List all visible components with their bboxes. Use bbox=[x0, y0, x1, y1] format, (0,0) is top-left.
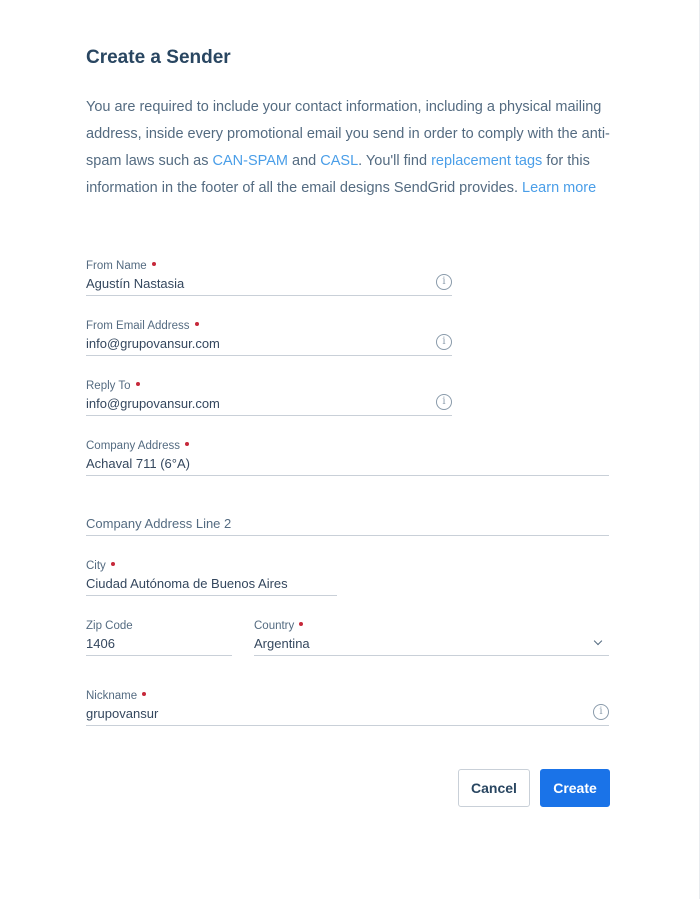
info-icon[interactable]: i bbox=[436, 334, 452, 350]
from-email-label-text: From Email Address bbox=[86, 320, 190, 332]
company-address-label bbox=[86, 440, 189, 452]
company-address-input[interactable] bbox=[86, 452, 609, 476]
required-indicator bbox=[195, 322, 199, 326]
description-text-4: for this information in the footer of all the email designs SendGrid provides. bbox=[86, 153, 590, 196]
from-email-label bbox=[86, 320, 199, 332]
zip-code-label: Zip Code bbox=[86, 620, 133, 632]
zip-code-input[interactable] bbox=[86, 632, 232, 656]
required-indicator bbox=[142, 692, 146, 696]
from-name-input[interactable] bbox=[86, 272, 452, 296]
reply-to-label-text: Reply To bbox=[86, 380, 131, 392]
required-indicator bbox=[152, 262, 156, 266]
cancel-button[interactable]: Cancel bbox=[458, 769, 530, 807]
required-indicator bbox=[136, 382, 140, 386]
nickname-label-text: Nickname bbox=[86, 690, 138, 702]
description-text-1: You are required to include your contact information, including a physical mailing address, inside every promotional email you send in order to comply with the anti-spam laws such as bbox=[86, 99, 610, 169]
description-text-2: and bbox=[288, 153, 321, 169]
nickname-label bbox=[86, 690, 146, 702]
required-indicator bbox=[299, 622, 303, 626]
description bbox=[86, 94, 610, 202]
from-email-input[interactable] bbox=[86, 332, 452, 356]
reply-to-input[interactable] bbox=[86, 392, 452, 416]
info-icon[interactable]: i bbox=[436, 394, 452, 410]
city-input[interactable] bbox=[86, 572, 337, 596]
from-name-label-text: From Name bbox=[86, 260, 147, 272]
create-button[interactable]: Create bbox=[540, 769, 610, 807]
required-indicator bbox=[185, 442, 189, 446]
info-icon[interactable]: i bbox=[436, 274, 452, 290]
nickname-input[interactable] bbox=[86, 702, 609, 726]
info-icon[interactable]: i bbox=[593, 704, 609, 720]
replacement-tags-link[interactable]: replacement tags bbox=[431, 153, 543, 169]
required-indicator bbox=[111, 562, 115, 566]
country-label bbox=[254, 620, 303, 632]
create-sender-modal bbox=[86, 0, 610, 899]
casl-link[interactable]: CASL bbox=[320, 153, 359, 169]
company-address-label-text: Company Address bbox=[86, 440, 180, 452]
description-text-3: . You'll find bbox=[358, 153, 432, 169]
city-label bbox=[86, 560, 115, 572]
city-label-text: City bbox=[86, 560, 106, 572]
company-address-2-input[interactable] bbox=[86, 512, 609, 536]
can-spam-link[interactable]: CAN-SPAM bbox=[212, 153, 288, 169]
country-select[interactable]: Argentina bbox=[254, 632, 609, 656]
from-name-label bbox=[86, 260, 156, 272]
page-title: Create a Sender bbox=[86, 47, 231, 68]
learn-more-link[interactable]: Learn more bbox=[522, 180, 597, 196]
country-label-text: Country bbox=[254, 620, 295, 632]
reply-to-label bbox=[86, 380, 140, 392]
